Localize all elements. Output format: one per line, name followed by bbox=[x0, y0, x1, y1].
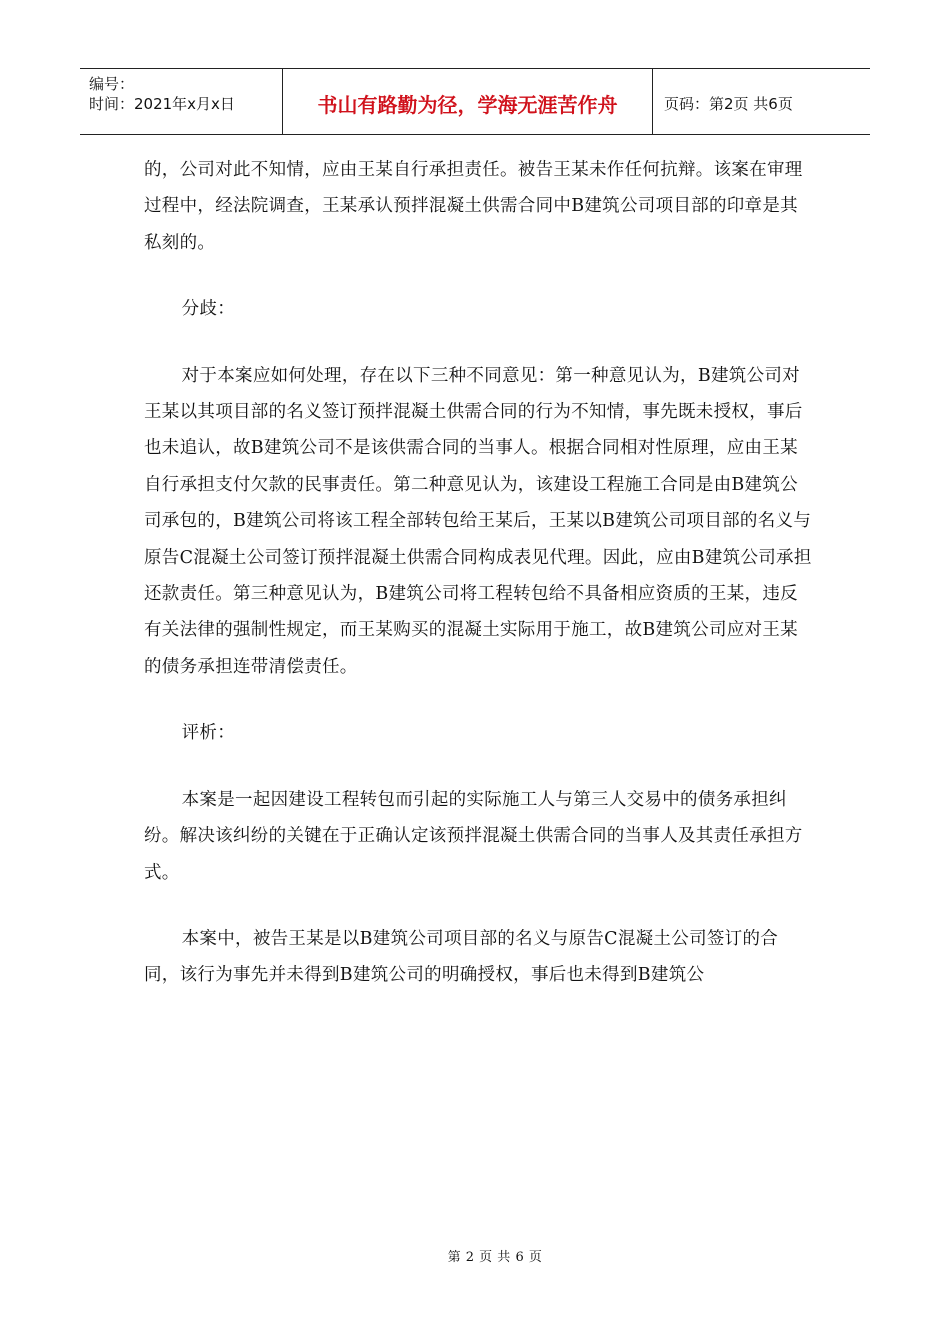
header-motto: 书山有路勤为径，学海无涯苦作舟 bbox=[282, 69, 653, 134]
paragraph-analysis-detail: 本案中，被告王某是以B建筑公司项目部的名义与原告C混凝土公司签订的合同，该行为事先并未得到B建筑公司的明确授权，事后也未得到B建筑公 bbox=[144, 928, 779, 986]
paragraph-analysis-intro: 本案是一起因建设工程转包而引起的实际施工人与第三人交易中的债务承担纠纷。解决该纠纷的关键在于正确认定该预拌混凝土供需合同的当事人及其责任承担方式。 bbox=[144, 789, 803, 883]
paragraph-opinions: 对于本案应如何处理，存在以下三种不同意见：第一种意见认为，B建筑公司对王某以其项目部的名义签订预拌混凝土供需合同的行为不知情，事先既未授权，事后也未追认，故B建筑公司不是该供需合同的当事人。根据合同相对性原理，应由王某自行承担支付欠款的民事责任。第二种意见认为，该建设工程施工合同是由B建筑公司承包的，B建筑公司将该工程全部转包给王某后，王某以B建筑公司项目部的名义与原告C混凝土公司签订预拌混凝土供需合同构成表见代理。因此，应由B建筑公司承担还款责任。第三种意见认为，B建筑公司将工程转包给不具备相应资质的王某，违反有关法律的强制性规定，而王某购买的混凝土实际用于施工，故B建筑公司应对王某的债务承担连带清偿责任。 bbox=[144, 365, 812, 677]
heading-disagreement: 分歧： bbox=[181, 299, 236, 320]
header-meta bbox=[80, 69, 282, 134]
heading-analysis: 评析： bbox=[181, 723, 236, 744]
document-body bbox=[144, 152, 812, 1024]
paragraph-case-continuation: 的，公司对此不知情，应由王某自行承担责任。被告王某未作任何抗辩。该案在审理过程中，经法院调查，王某承认预拌混凝土供需合同中B建筑公司项目部的印章是其私刻的。 bbox=[144, 160, 803, 253]
header-page-indicator: 页码：第2页 共6页 bbox=[664, 95, 793, 113]
page-footer: 第 2 页 共 6 页 bbox=[447, 1250, 543, 1265]
document-time-label: 时间：2021年x月x日 bbox=[89, 95, 235, 113]
document-number-label: 编号： bbox=[89, 75, 135, 93]
page-header bbox=[80, 68, 870, 135]
